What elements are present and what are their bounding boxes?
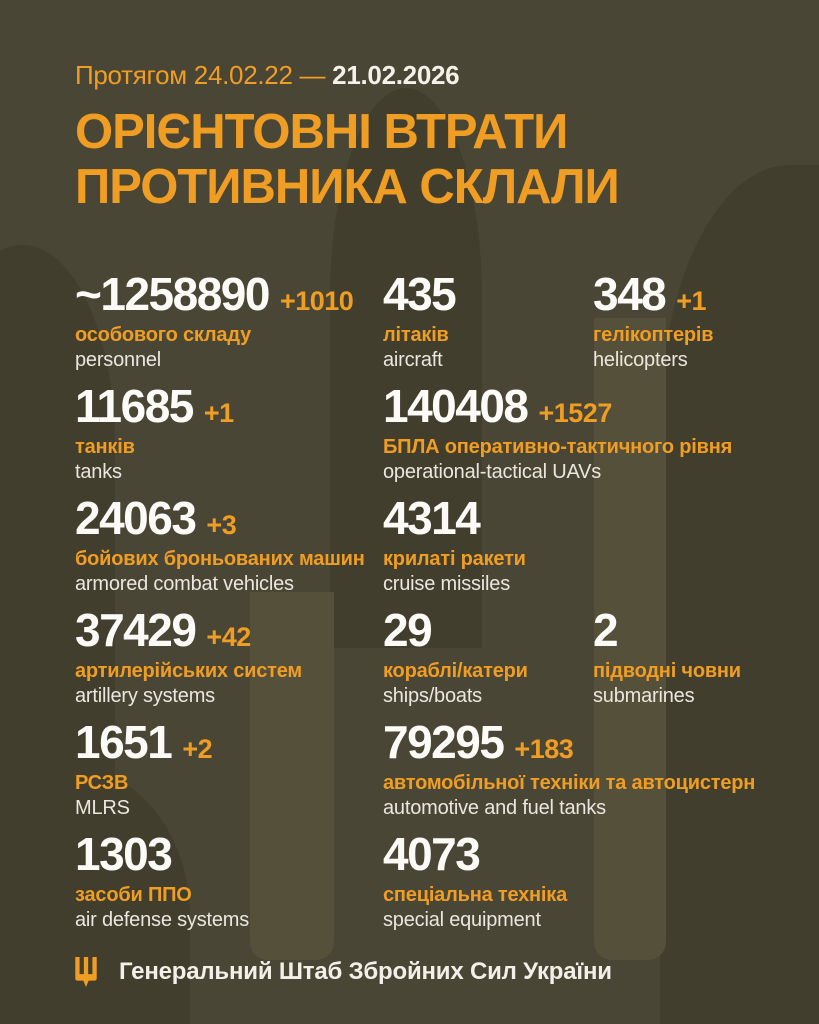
stat-value: 4073 [383, 827, 480, 880]
stat-label-uk: гелікоптерів [593, 323, 714, 346]
stat-value: 37429 [75, 603, 196, 656]
stat-label-en: artillery systems [75, 684, 215, 707]
stat-value: ~1258890 [75, 267, 269, 320]
stat-value: 2 [593, 603, 618, 656]
footer-organization: Генеральний Штаб Збройних Сил України [119, 957, 612, 985]
period-date: 21.02.2026 [332, 60, 460, 90]
stat-label-en: helicopters [593, 348, 688, 371]
stat-value: 79295 [383, 715, 504, 768]
stat-label-uk: РСЗВ [75, 771, 129, 794]
stat-label-uk: підводні човни [593, 659, 741, 682]
stat-delta: +2 [182, 733, 213, 764]
stat-submarines [593, 603, 789, 719]
stat-uavs [383, 379, 789, 495]
stat-label-uk: особового складу [75, 323, 252, 346]
page-title [75, 105, 789, 215]
stat-label-en: automotive and fuel tanks [383, 796, 606, 819]
stat-air-defense [75, 827, 383, 943]
period-prefix: Протягом 24.02.22 — [75, 60, 326, 90]
stat-label-uk: засоби ППО [75, 883, 192, 906]
stat-value: 348 [593, 267, 666, 320]
stat-label-uk: артилерійських систем [75, 659, 302, 682]
stat-label-uk: бойових броньованих машин [75, 547, 365, 570]
stat-value: 24063 [75, 491, 196, 544]
stat-label-uk: крилаті ракети [383, 547, 526, 570]
footer [75, 957, 789, 987]
stat-label-en: operational-tactical UAVs [383, 460, 602, 483]
stat-value: 29 [383, 603, 432, 656]
stat-label-en: personnel [75, 348, 162, 371]
stat-delta: +42 [206, 621, 251, 652]
stat-artillery [75, 603, 383, 719]
stat-label-en: MLRS [75, 796, 130, 819]
stat-label-en: aircraft [383, 348, 443, 371]
stat-cruise-missiles [383, 491, 593, 607]
title-line-2: ПРОТИВНИКА СКЛАЛИ [75, 159, 619, 214]
stat-label-uk: автомобільної техніки та автоцистерн [383, 771, 756, 794]
stat-mlrs [75, 715, 383, 831]
stat-value: 140408 [383, 379, 528, 432]
title-line-1: ОРІЄНТОВНІ ВТРАТИ [75, 105, 568, 159]
stat-label-uk: спеціальна техніка [383, 883, 568, 906]
stat-helicopters [593, 267, 789, 383]
stat-label-uk: танків [75, 435, 135, 458]
stat-delta: +1010 [279, 285, 354, 316]
stat-personnel [75, 267, 383, 383]
stat-delta: +1 [203, 397, 234, 428]
stat-label-en: submarines [593, 684, 695, 707]
reporting-period [75, 60, 789, 91]
stat-value: 11685 [75, 379, 193, 432]
stat-delta: +1 [676, 285, 707, 316]
stat-label-en: armored combat vehicles [75, 572, 294, 595]
stat-value: 1651 [75, 715, 172, 768]
stat-aircraft [383, 267, 593, 383]
stat-ships [383, 603, 593, 719]
stat-automotive [383, 715, 789, 831]
stat-label-en: air defense systems [75, 908, 250, 931]
stats-grid [75, 267, 789, 943]
trident-icon [75, 957, 97, 987]
stat-label-en: cruise missiles [383, 572, 511, 595]
stat-label-uk: кораблі/катери [383, 659, 528, 682]
stat-special-equipment [383, 827, 789, 943]
stat-label-uk: БПЛА оперативно-тактичного рівня [383, 435, 733, 458]
stat-label-en: special equipment [383, 908, 541, 931]
stat-armored-vehicles [75, 491, 383, 607]
stat-tanks [75, 379, 383, 495]
stat-value: 435 [383, 267, 456, 320]
stat-delta: +1527 [538, 397, 612, 428]
stat-label-uk: літаків [383, 323, 449, 346]
stat-value: 4314 [383, 491, 480, 544]
stat-delta: +183 [514, 733, 574, 764]
stat-value: 1303 [75, 827, 172, 880]
stat-delta: +3 [206, 509, 237, 540]
stat-label-en: tanks [75, 460, 122, 483]
stat-label-en: ships/boats [383, 684, 482, 707]
